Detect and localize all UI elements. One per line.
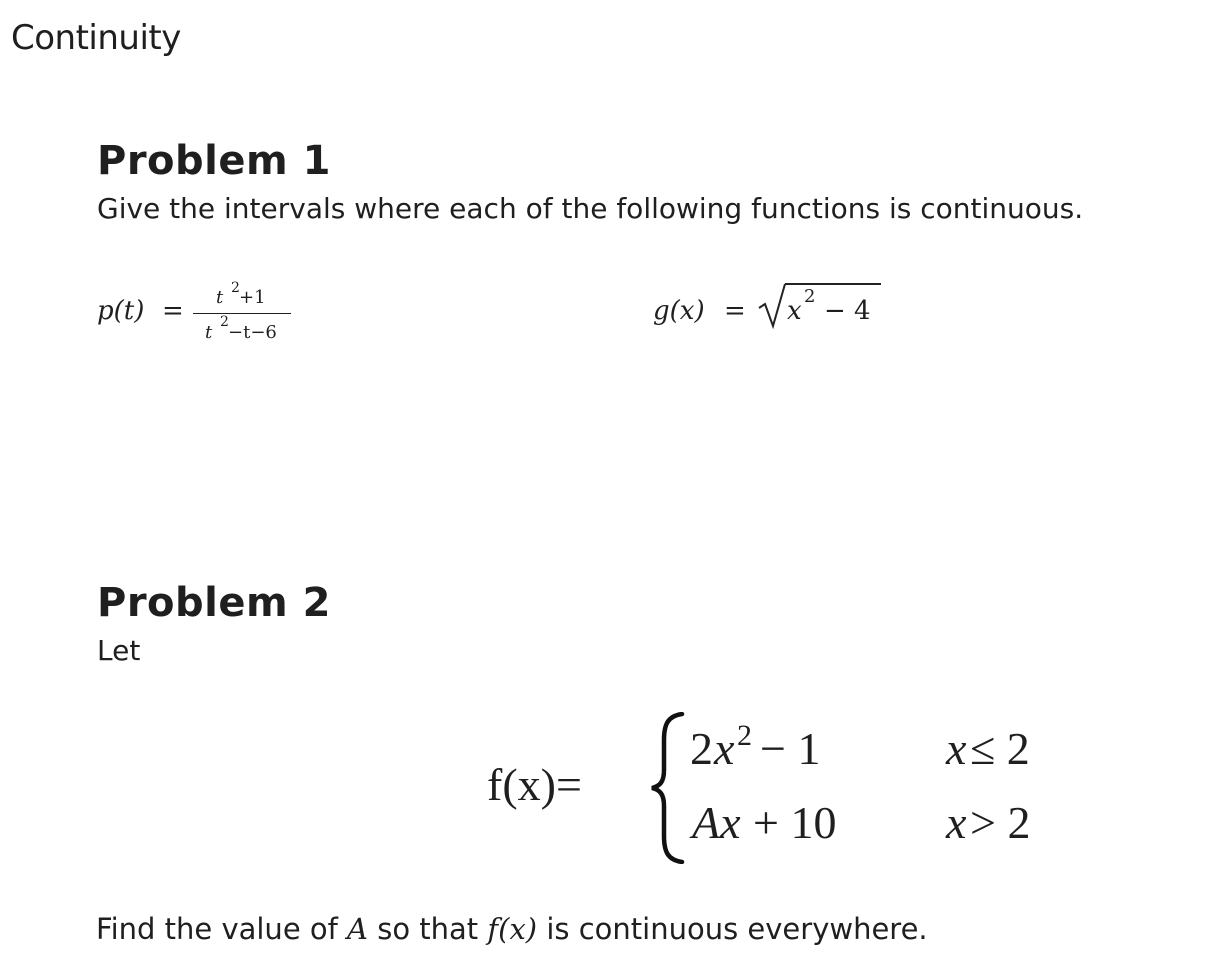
g-lhs: g(x)	[653, 296, 705, 326]
find-post: is continuous everywhere.	[537, 912, 928, 946]
case1-rest: − 1	[760, 723, 821, 774]
p-den-rest: −t−6	[228, 322, 277, 343]
p-num-rest: +1	[239, 287, 266, 308]
find-mid: so that	[368, 912, 488, 946]
case1-cond: ≤ 2	[970, 723, 1030, 774]
case1-exp: 2	[737, 719, 752, 752]
page-title: Continuity	[11, 18, 181, 58]
case2-term: Ax	[692, 797, 741, 848]
g-rad-base: x	[787, 296, 802, 326]
find-var-A: A	[347, 912, 368, 946]
case1-cond-var: x	[946, 723, 967, 774]
find-instruction	[96, 912, 928, 946]
case2-cond: > 2	[970, 797, 1031, 848]
find-fx: f(x)	[487, 912, 538, 946]
f-lhs: f(x)=	[487, 759, 582, 810]
p-num-exp: 2	[231, 280, 240, 296]
sqrt-vinculum	[785, 283, 881, 285]
find-pre: Find the value of	[96, 912, 348, 946]
case1-coef: 2	[690, 723, 713, 774]
problem-1-heading: Problem 1	[97, 138, 331, 184]
p-equals: =	[162, 296, 184, 326]
problem-2-heading: Problem 2	[97, 580, 331, 626]
g-rad-exp: 2	[804, 286, 816, 307]
left-brace-icon	[648, 712, 688, 864]
p-lhs: p(t)	[97, 296, 145, 326]
problem-1-text: Give the intervals where each of the following functions is continuous.	[97, 192, 1084, 225]
p-den-base: t	[205, 322, 213, 343]
g-rad-rest: − 4	[824, 296, 871, 326]
case2-rest: + 10	[753, 797, 837, 848]
sqrt-sign-icon	[757, 282, 787, 330]
p-den-exp: 2	[220, 314, 229, 330]
problem-2-text: Let	[97, 634, 141, 667]
case2-cond-var: x	[946, 797, 967, 848]
p-num-base: t	[216, 287, 224, 308]
case1-var: x	[714, 723, 735, 774]
p-fraction-bar	[193, 313, 291, 314]
g-equals: =	[724, 296, 746, 326]
